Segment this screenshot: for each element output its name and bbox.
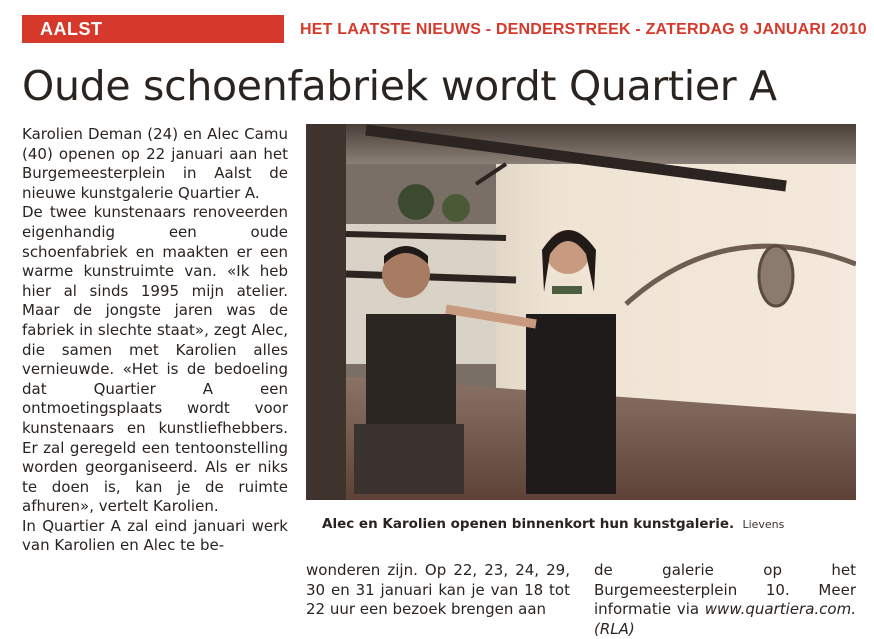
- article-column-1: [22, 125, 288, 556]
- article-paragraph-2: De twee kunstenaars renoveerden eigenhandig een oude schoenfabriek en maakten er een warme kunstruimte van. «Ik heb hier al sinds 1995 mijn atelier. Maar de jongste jaren was de fabriek in slechte staat», zegt Alec, die samen met Karolien alles vernieuwde. «Het is de bedoeling dat Quartier A een ontmoetingsplaats wordt voor kunstenaars en kunstliefhebbers. Er zal geregeld een tentoonstelling worden georganiseerd. Als er niks te doen is, kan je de ruimte afhuren», vertelt Karolien.: [22, 203, 288, 516]
- section-tag-label: AALST: [40, 19, 103, 39]
- article-photo: [306, 124, 856, 500]
- photo-illustration: [306, 124, 856, 500]
- byline: (RLA): [594, 619, 635, 638]
- headline: Oude schoenfabriek wordt Quartier A: [22, 62, 777, 110]
- article-column-3-text: de galerie op het Burgemeesterplein 10. Meer informatie via: [594, 561, 856, 619]
- section-tag: [22, 15, 284, 43]
- photo-credit: Lievens: [742, 518, 785, 531]
- article-paragraph-1: Karolien Deman (24) en Alec Camu (40) openen op 22 januari aan het Burgemeesterplein in Aalst de nieuwe kunstgalerie Quartier A.: [22, 125, 288, 202]
- article-column-2-text: wonderen zijn. Op 22, 23, 24, 29, 30 en 31 januari kan je van 18 tot 22 uur een bezoek brengen aan: [306, 561, 570, 619]
- website-link[interactable]: www.quartiera.com.: [704, 600, 856, 619]
- photo-caption-text: Alec en Karolien openen binnenkort hun kunstgalerie.: [322, 516, 735, 532]
- article-column-3: [594, 561, 856, 639]
- article-paragraph-3: In Quartier A zal eind januari werk van Karolien en Alec te be-: [22, 516, 288, 555]
- article-column-3-paragraph: [594, 561, 856, 639]
- masthead: HET LAATSTE NIEUWS - DENDERSTREEK - ZATERDAG 9 JANUARI 2010: [300, 21, 867, 38]
- photo-caption: [322, 514, 862, 535]
- article-column-2: [306, 561, 570, 620]
